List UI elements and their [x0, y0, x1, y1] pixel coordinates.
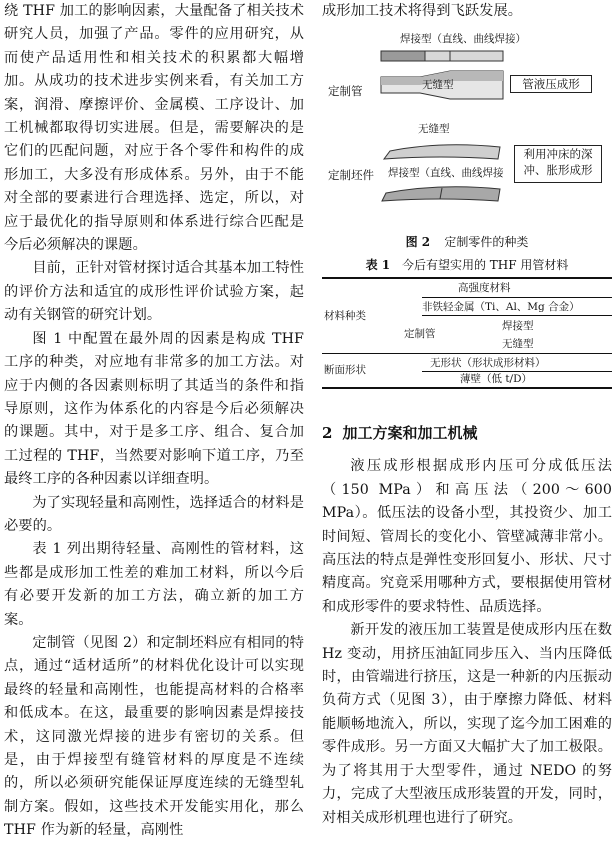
section-number: 2 — [322, 424, 333, 443]
box-stamping-line-1: 利用冲床的深 — [523, 147, 593, 162]
welded-pipe-drawing — [380, 49, 504, 63]
left-column — [4, 0, 304, 843]
table-title — [322, 256, 612, 273]
right-top-line: 成形加工技术将得到飞跃发展。 — [322, 3, 523, 19]
body-paragraph-1: 绕 THF 加工的影响因素，大量配备了相关技术研究人员，加强了产品。零件的应用研究，从而使产品适用性和相关技术的积累都大幅增加。从成功的技术进步实例来看，有关加工方案，润滑、摩擦评价、金属模、工序设计、加工机械都取得切实进展。但是，需要解决的是它们的匹配问题，对应于各个零件和构件的成形加工，大多没有形成体系。另外，由于不能对全部的要素进行合理选择、选定，所以，对应于最优化的指导原则和体系进行综合匹配是今后必须解决的课题。 — [4, 3, 304, 254]
figure-caption — [322, 233, 612, 250]
right-column — [322, 0, 612, 830]
body-paragraph-5: 表 1 列出期待轻量、高刚性的管材料，这些都是成形加工性差的难加工材料，所以今后有必要开发新的加工方法，确立新的加工方案。 — [4, 541, 304, 628]
section-title: 加工方案和加工机械 — [342, 424, 478, 443]
box-stamping-line-2: 冲、胀形成形 — [523, 163, 593, 178]
box-stamping-forming — [514, 145, 602, 183]
body-paragraph-6: 定制管（见图 2）和定制坯料应有相同的特点，通过“适材适所”的材料优化设计可以实现最终的轻量和高刚性，也能提高材料的合格率和低成本。在这，最重要的影响因素是焊接技术，这同激光焊接的进步有密切的关系。但是，由于焊接型有缝管材料的厚度是不连续的，所以必须研究能保证厚度连续的无缝型轧制方案。假如，这些技术开发能实用化，那么 THF 作为新的轻量，高刚性 — [4, 634, 304, 839]
section-heading — [322, 421, 612, 445]
label-weld-pipe: 焊接型（直线、曲线焊接） — [400, 33, 526, 46]
cell-section-shape: 断面形状 — [324, 364, 366, 377]
cell-nonferrous: 非铁轻金属（Ti、Al、Mg 合金） — [422, 301, 580, 314]
table-bottom-rule — [322, 387, 612, 389]
table-rule-2 — [422, 315, 612, 316]
label-custom-blank: 定制坯件 — [328, 168, 374, 183]
cell-high-strength: 高强度材料 — [458, 282, 511, 295]
figure-2 — [322, 23, 612, 231]
table-title-text: 今后有望实用的 THF 用管材料 — [401, 258, 569, 273]
table-rule-1 — [422, 297, 612, 298]
figure-caption-number: 图 2 — [405, 235, 431, 250]
label-custom-pipe: 定制管 — [328, 84, 363, 99]
cell-thin-wall: 薄壁（低 t/D） — [460, 373, 533, 386]
cell-welded: 焊接型 — [502, 320, 534, 333]
table-rule-3 — [322, 353, 612, 354]
cell-material-type: 材料种类 — [324, 310, 366, 323]
table-1 — [322, 277, 612, 385]
figure-caption-text: 定制零件的种类 — [444, 235, 529, 250]
label-seamless-blank: 无缝型 — [418, 123, 450, 136]
cell-seamless: 无缝型 — [502, 338, 534, 351]
right-paragraph-2: 新开发的液压加工装置是使成形内压在数 Hz 变动，用挤压油缸同步压入、当内压降低时，由管端进行挤压，这是一种新的内压振动负荷方式（见图 3），由于摩擦力降低、材料能顺畅地流入，所以，实现了迄今加工困难的零件成形。另一方面又大幅扩大了加工极限。为了将其用于大型零件，通过 NEDO 的努力，完成了大型液压成形装置的开发，同时，对相关成形机理也进行了研究。 — [322, 622, 612, 826]
box-pipe-hydroforming: 管液压成形 — [510, 75, 592, 93]
table-top-rule — [322, 277, 612, 279]
label-seamless-pipe: 无缝型 — [422, 79, 454, 92]
cell-custom-pipe: 定制管 — [404, 328, 436, 341]
body-paragraph-3: 图 1 中配置在最外周的因素是构成 THF 工序的种类，对应地有非常多的加工方法。对应于内侧的各因素则标明了其适当的条件和指导原则，这作为体系化的内容是今后必须解决的课题。其中，对于是多工序、组合、复合加工过程的 THF，当然要对影响下道工序，乃至最终工序的各种因素以详细查明。 — [4, 330, 304, 488]
seamless-blank-drawing — [380, 137, 504, 163]
cell-no-shape: 无形状（形状成形材料） — [430, 357, 546, 370]
label-weld-blank: 焊接型（直线、曲线焊接 — [388, 167, 504, 180]
body-paragraph-4: 为了实现轻量和高刚性，选择适合的材料是必要的。 — [4, 494, 304, 534]
right-paragraph-1: 液压成形根据成形内压可分成低压法（150 MPa）和高压法（200～600 MPa）。低压法的设备小型，其投资少、加工时间短、管周长的变化小、管壁减薄非常小。高压法的特点是弹性变形回复小、形状、尺寸精度高。究竟采用哪种方式，要根据使用管材和成形零件的要求特性、品质选择。 — [322, 458, 612, 615]
welded-blank-drawing — [380, 183, 504, 205]
body-paragraph-2: 目前，正针对管材探讨适合其基本加工特性的评价方法和适宜的成形性评价试验方案，起动有关钢管的研究计划。 — [4, 260, 304, 324]
table-title-number: 表 1 — [365, 258, 391, 273]
